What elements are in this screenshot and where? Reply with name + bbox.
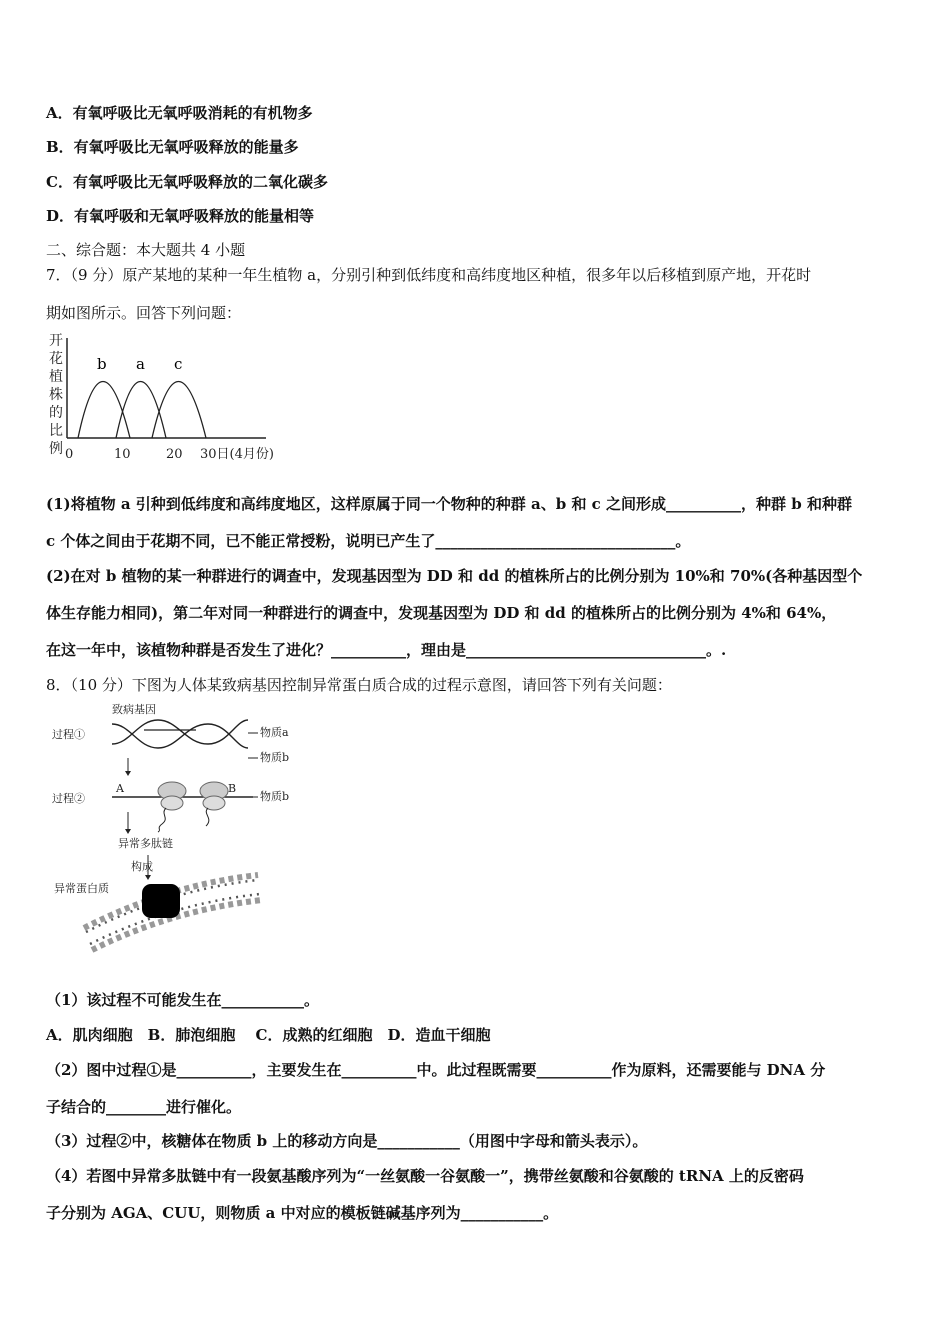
label-form: 构成 xyxy=(131,860,153,873)
ribosome xyxy=(203,796,225,810)
q8-stem: 8．（10 分）下图为人体某致病基因控制异常蛋白质合成的过程示意图，请回答下列有关问题： xyxy=(46,676,672,694)
curve-label-c: c xyxy=(174,355,183,373)
label-substance-b2: 物质b xyxy=(260,790,290,803)
label-substance-b1: 物质b xyxy=(260,751,290,764)
label-process2: 过程② xyxy=(52,792,85,805)
peptide-chain xyxy=(158,808,166,832)
q8-sub4-line2: 子分别为 AGA、CUU，则物质 a 中对应的模板链碱基序列为___________。 xyxy=(46,1204,559,1222)
ylabel-char: 例 xyxy=(49,441,63,457)
ribosome xyxy=(161,796,183,810)
q7-part2-line3: 在这一年中，该植物种群是否发生了进化？__________，理由是________________________________。. xyxy=(46,641,727,659)
ylabel-char: 开 xyxy=(49,333,63,349)
label-abnormal-protein: 异常蛋白质 xyxy=(54,882,109,895)
peptide-chain xyxy=(206,808,209,826)
x-tick-label: 10 xyxy=(114,447,131,462)
label-abnormal-peptide: 异常多肽链 xyxy=(118,837,173,850)
option-d: D．有氧呼吸和无氧呼吸释放的能量相等 xyxy=(46,207,315,225)
q8-sub1-options: A．肌肉细胞 B．肺泡细胞 C．成熟的红细胞 D．造血干细胞 xyxy=(46,1026,491,1044)
option-c: C．有氧呼吸比无氧呼吸释放的二氧化碳多 xyxy=(46,173,328,191)
protein-synthesis-diagram xyxy=(48,700,303,970)
ylabel-char: 植 xyxy=(49,369,63,385)
chart-ylabel xyxy=(49,333,63,457)
label-substance-a: 物质a xyxy=(260,726,289,739)
ylabel-char: 花 xyxy=(49,351,63,367)
q7-part2-line2: 体生存能力相同)，第二年对同一种群进行的调查中，发现基因型为 DD 和 dd 的植株所占的比例分别为 4%和 64%， xyxy=(46,604,837,622)
option-a: A．有氧呼吸比无氧呼吸消耗的有机物多 xyxy=(46,104,313,122)
label-gene: 致病基因 xyxy=(112,703,156,716)
ylabel-char: 比 xyxy=(49,423,63,439)
label-A: A xyxy=(116,782,124,795)
x-tick-label: 30日(4月份) xyxy=(200,447,274,462)
q8-sub2-line2: 子结合的________进行催化。 xyxy=(46,1098,242,1116)
curve-b xyxy=(78,382,130,439)
q7-stem-line1: 7．（9 分）原产某地的某种一年生植物 a，分别引种到低纬度和高纬度地区种植，很多年以后移植到原产地，开花时 xyxy=(46,266,812,284)
curve-label-b: b xyxy=(97,355,107,373)
abnormal-protein-shape xyxy=(142,884,180,918)
arrow-head xyxy=(125,829,131,834)
x-tick-label: 0 xyxy=(65,447,74,462)
q7-stem-line2: 期如图所示。回答下列问题： xyxy=(46,304,242,322)
arrow-head xyxy=(145,875,151,880)
q7-part1-line1: (1)将植物 a 引种到低纬度和高纬度地区，这样原属于同一个物种的种群 a、b 和 c 之间形成__________，种群 b 和种群 xyxy=(46,495,852,513)
q7-part2-line1: (2)在对 b 植物的某一种群进行的调查中，发现基因型为 DD 和 dd 的植株所占的比例分别为 10%和 70%(各种基因型个 xyxy=(46,567,863,585)
arrow-head xyxy=(125,771,131,776)
q8-sub3: （3）过程②中，核糖体在物质 b 上的移动方向是___________（用图中字母和箭头表示）。 xyxy=(46,1132,648,1150)
q8-sub4-line1: （4）若图中异常多肽链中有一段氨基酸序列为“一丝氨酸一谷氨酸一”，携带丝氨酸和谷氨酸的 tRNA 上的反密码 xyxy=(46,1167,804,1185)
ylabel-char: 株 xyxy=(49,387,63,403)
label-process1: 过程① xyxy=(52,728,85,741)
ylabel-char: 的 xyxy=(49,405,63,421)
section-heading: 二、综合题：本大题共 4 小题 xyxy=(46,241,246,259)
x-tick-label: 20 xyxy=(166,447,183,462)
q7-part1-line2: c 个体之间由于花期不同，已不能正常授粉，说明已产生了________________________________。 xyxy=(46,532,691,550)
label-B: B xyxy=(228,782,237,795)
curve-label-a: a xyxy=(136,355,145,373)
q8-sub1: （1）该过程不可能发生在___________。 xyxy=(46,991,319,1009)
option-b: B．有氧呼吸比无氧呼吸释放的能量多 xyxy=(46,138,299,156)
curve-c xyxy=(152,382,206,439)
curve-a xyxy=(116,382,166,439)
flowering-chart xyxy=(44,330,284,468)
q8-sub2-line1: （2）图中过程①是__________，主要发生在__________中。此过程既需要__________作为原料，还需要能与 DNA 分 xyxy=(46,1061,826,1079)
